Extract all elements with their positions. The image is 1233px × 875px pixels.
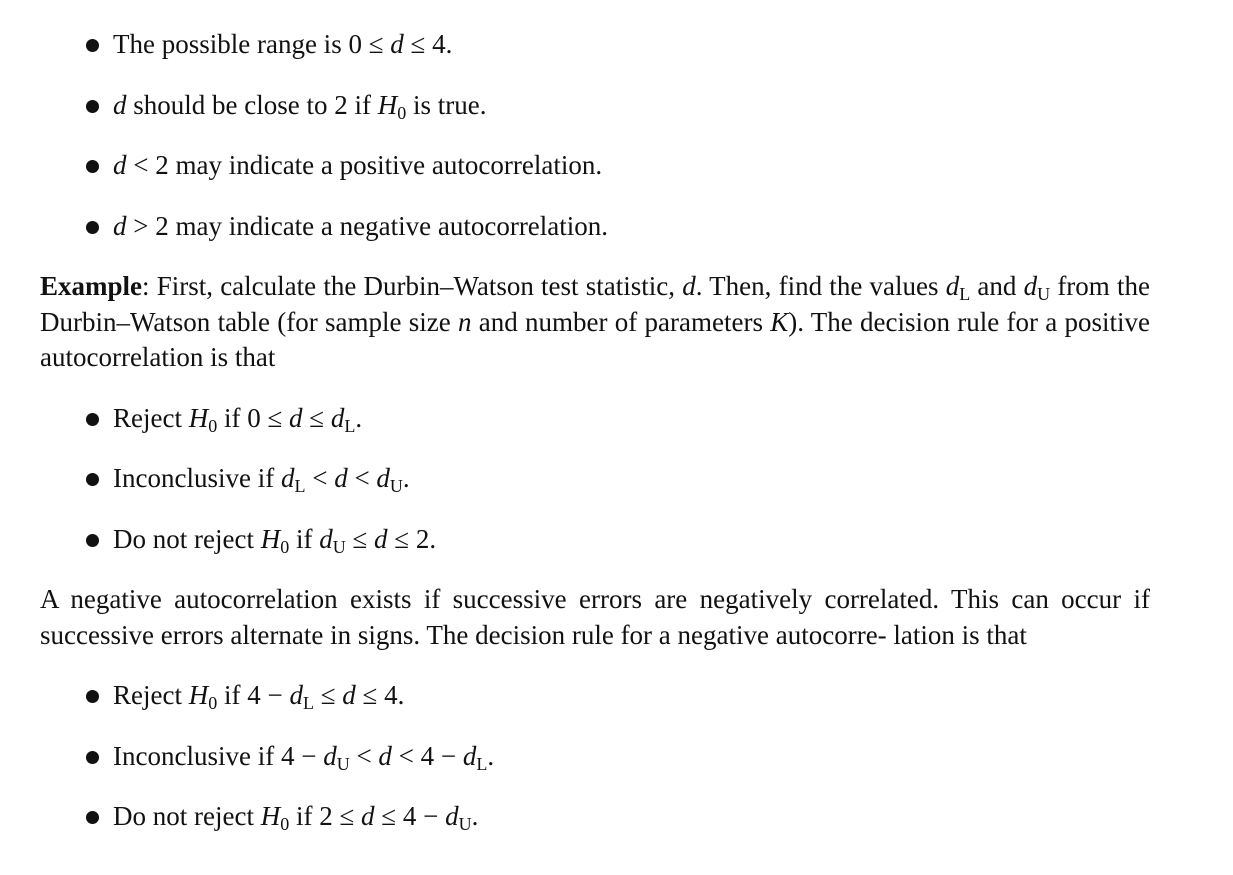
text-run: ≤ xyxy=(345,523,375,554)
subscript: L xyxy=(344,415,356,436)
math-variable: H xyxy=(188,402,209,433)
math-variable: d xyxy=(280,463,295,493)
text-run: is true. xyxy=(406,89,487,120)
subscript: 0 xyxy=(397,102,407,123)
math-variable: H xyxy=(188,680,209,710)
math-variable: d xyxy=(390,29,404,59)
negative-autocorrelation-paragraph xyxy=(40,582,1150,653)
math-variable: d xyxy=(330,402,345,433)
list-item xyxy=(40,85,1150,146)
math-variable: d xyxy=(113,150,127,180)
text-run: . xyxy=(355,402,363,433)
math-variable: d xyxy=(682,271,696,301)
text-run: Do not reject xyxy=(113,523,261,554)
math-variable: d xyxy=(378,740,392,771)
text-run: < xyxy=(305,463,335,493)
math-variable: d xyxy=(319,523,333,554)
subscript: L xyxy=(294,476,306,496)
subscript: L xyxy=(959,284,971,304)
math-variable: n xyxy=(458,306,472,337)
text-run: Reject xyxy=(113,402,189,433)
list-item xyxy=(40,398,1150,459)
math-variable: d xyxy=(462,740,477,771)
list-item xyxy=(40,675,1150,736)
text-run: if 2 ≤ xyxy=(289,801,362,831)
math-variable: H xyxy=(377,89,398,120)
subscript: 0 xyxy=(208,415,218,436)
subscript: L xyxy=(302,693,314,713)
text-run: Inconclusive if 4 − xyxy=(113,740,324,771)
text-run: > 2 may indicate a negative autocorrelation. xyxy=(126,210,609,241)
text-run: . xyxy=(402,463,410,493)
subscript: 0 xyxy=(208,693,218,713)
text-run: ). The decision rule for a positive autocorrelation is that xyxy=(40,306,1150,372)
math-variable: d xyxy=(374,523,388,554)
list-item xyxy=(40,519,1150,580)
math-variable: d xyxy=(945,271,960,301)
subscript: U xyxy=(458,814,472,834)
text-run: ≤ 4. xyxy=(403,29,453,59)
document-page xyxy=(40,24,1150,857)
subscript: 0 xyxy=(280,814,290,834)
text-run: ≤ xyxy=(302,402,331,433)
text-run: < xyxy=(347,463,377,493)
math-variable: d xyxy=(376,463,390,493)
positive-rule-list xyxy=(40,398,1150,580)
text-run: . xyxy=(487,740,495,771)
text-run: if 4 − xyxy=(217,680,290,710)
math-variable: H xyxy=(260,801,281,831)
text-run: ≤ 2. xyxy=(387,523,437,554)
text-run: : First, calculate the Durbin–Watson test statistic, xyxy=(142,271,683,301)
subscript: L xyxy=(476,753,488,774)
properties-list xyxy=(40,24,1150,266)
math-variable: d xyxy=(445,801,459,831)
math-variable: d xyxy=(289,680,303,710)
bold-text: Example xyxy=(40,271,143,301)
text-run: < 2 may indicate a positive autocorrelation. xyxy=(126,150,603,180)
math-variable: K xyxy=(770,306,789,337)
subscript: U xyxy=(332,536,346,557)
text-run: A negative autocorrelation exists if successive errors are negatively correlated. This can occur if successive errors alternate in signs. The decision rule for a negative autocorre- lation is that xyxy=(40,584,1150,650)
text-run: . xyxy=(471,801,479,831)
math-variable: d xyxy=(1023,271,1038,301)
text-run: Inconclusive if xyxy=(113,463,281,493)
text-run: . Then, find the values xyxy=(695,271,946,301)
text-run: < xyxy=(349,740,379,771)
example-paragraph xyxy=(40,269,1150,376)
subscript: U xyxy=(336,753,350,774)
math-variable: d xyxy=(342,680,356,710)
text-run: ≤ xyxy=(313,680,343,710)
math-variable: d xyxy=(361,801,375,831)
text-run: The possible range is 0 ≤ xyxy=(113,29,391,59)
subscript: U xyxy=(1037,284,1051,304)
subscript: 0 xyxy=(280,536,290,557)
text-run: < 4 − xyxy=(391,740,463,771)
text-run: Do not reject xyxy=(113,801,261,831)
text-run: if 0 ≤ xyxy=(217,402,290,433)
text-run: if xyxy=(289,523,320,554)
list-item xyxy=(40,458,1150,519)
math-variable: d xyxy=(113,89,127,120)
subscript: U xyxy=(389,476,403,496)
math-variable: d xyxy=(334,463,348,493)
text-run: ≤ 4. xyxy=(355,680,405,710)
text-run: should be close to 2 if xyxy=(126,89,378,120)
math-variable: d xyxy=(113,210,127,241)
list-item xyxy=(40,736,1150,797)
list-item xyxy=(40,145,1150,206)
text-run: from the Durbin–Watson table (for sample size xyxy=(40,271,1150,337)
list-item xyxy=(40,24,1150,85)
list-item xyxy=(40,796,1150,857)
text-run: ≤ 4 − xyxy=(374,801,446,831)
math-variable: d xyxy=(289,402,303,433)
text-run: and xyxy=(970,271,1024,301)
math-variable: d xyxy=(323,740,337,771)
text-run: and number of parameters xyxy=(471,306,771,337)
text-run: Reject xyxy=(113,680,189,710)
list-item xyxy=(40,206,1150,267)
math-variable: H xyxy=(260,523,281,554)
negative-rule-list xyxy=(40,675,1150,857)
